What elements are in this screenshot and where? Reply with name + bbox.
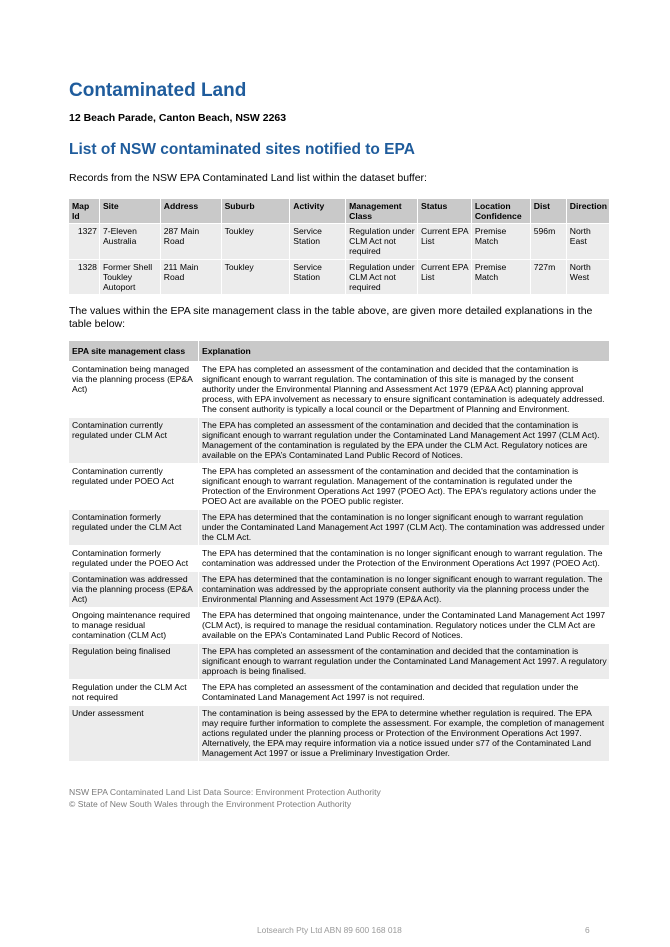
data-source-note bbox=[69, 786, 381, 810]
table-row bbox=[69, 706, 609, 761]
cell-management-class: Regulation under CLM Act not required bbox=[346, 224, 417, 259]
cell-class: Contamination formerly regulated under the POEO Act bbox=[69, 546, 198, 571]
section-title: List of NSW contaminated sites notified to EPA bbox=[69, 141, 415, 158]
page-number: 6 bbox=[585, 925, 590, 935]
cell-explanation: The EPA has completed an assessment of the contamination and decided that the contamination is significant enough to warrant regulation under the Contaminated Land Management Act 1997 (CLM Act). Management of the contamination is regulated by the EPA under the CLM Act. Regulatory notices are available on the EPA’s Contaminated Land Public Record of Notices. bbox=[199, 418, 609, 463]
col-direction: Direction bbox=[567, 199, 609, 223]
cell-activity: Service Station bbox=[290, 260, 345, 294]
table-row bbox=[69, 418, 609, 463]
cell-class: Under assessment bbox=[69, 706, 198, 761]
cell-management-class: Regulation under CLM Act not required bbox=[346, 260, 417, 294]
cell-dist: 727m bbox=[531, 260, 566, 294]
section-intro: Records from the NSW EPA Contaminated Land list within the dataset buffer: bbox=[69, 172, 427, 184]
cell-dist: 596m bbox=[531, 224, 566, 259]
cell-explanation: The EPA has determined that ongoing maintenance, under the Contaminated Land Management Act 1997 (CLM Act), is required to manage the residual contamination. Regulatory notices under the CLM Act are available on the EPA’s Contaminated Land Public Record of Notices. bbox=[199, 608, 609, 643]
site-address: 12 Beach Parade, Canton Beach, NSW 2263 bbox=[69, 112, 287, 124]
table-row bbox=[69, 510, 609, 545]
cell-class: Ongoing maintenance required to manage residual contamination (CLM Act) bbox=[69, 608, 198, 643]
cell-class: Regulation being finalised bbox=[69, 644, 198, 679]
table-header-row bbox=[69, 199, 609, 223]
cell-explanation: The EPA has completed an assessment of the contamination and decided that the contamination is significant enough to warrant regulation under the Contaminated Land Management Act 1997. A regulatory approach is being finalised. bbox=[199, 644, 609, 679]
cell-location-confidence: Premise Match bbox=[472, 224, 530, 259]
cell-suburb: Toukley bbox=[222, 224, 290, 259]
footer-company: Lotsearch Pty Ltd ABN 89 600 168 018 bbox=[257, 925, 402, 935]
cell-explanation: The EPA has determined that the contamination is no longer significant enough to warrant regulation. The contamination was addressed under the Protection of the Environment Operations Act 1997 (POEO Act). bbox=[199, 546, 609, 571]
table-row bbox=[69, 224, 609, 259]
cell-class: Contamination formerly regulated under the CLM Act bbox=[69, 510, 198, 545]
table-row bbox=[69, 260, 609, 294]
copyright-line: © State of New South Wales through the Environment Protection Authority bbox=[69, 799, 352, 809]
table-row bbox=[69, 362, 609, 417]
cell-direction: North East bbox=[567, 224, 609, 259]
col-explanation: Explanation bbox=[199, 341, 609, 361]
table-row bbox=[69, 608, 609, 643]
cell-status: Current EPA List bbox=[418, 224, 471, 259]
table-row bbox=[69, 546, 609, 571]
cell-status: Current EPA List bbox=[418, 260, 471, 294]
col-map-id: Map Id bbox=[69, 199, 99, 223]
source-line: NSW EPA Contaminated Land List Data Source: Environment Protection Authority bbox=[69, 787, 381, 797]
col-activity: Activity bbox=[290, 199, 345, 223]
table-row bbox=[69, 644, 609, 679]
col-address: Address bbox=[161, 199, 221, 223]
cell-explanation: The EPA has completed an assessment of the contamination and decided that regulation under the Contaminated Land Management Act 1997 is not required. bbox=[199, 680, 609, 705]
col-suburb: Suburb bbox=[222, 199, 290, 223]
col-dist: Dist bbox=[531, 199, 566, 223]
cell-class: Contamination currently regulated under POEO Act bbox=[69, 464, 198, 509]
cell-map-id: 1327 bbox=[69, 224, 99, 259]
cell-suburb: Toukley bbox=[222, 260, 290, 294]
cell-site: Former Shell Toukley Autoport bbox=[100, 260, 160, 294]
cell-address: 211 Main Road bbox=[161, 260, 221, 294]
col-site: Site bbox=[100, 199, 160, 223]
table-header-row bbox=[69, 341, 609, 361]
management-class-table bbox=[68, 340, 610, 762]
cell-class: Contamination was addressed via the planning process (EP&A Act) bbox=[69, 572, 198, 607]
cell-map-id: 1328 bbox=[69, 260, 99, 294]
cell-explanation: The EPA has completed an assessment of the contamination and decided that the contamination is significant enough to warrant regulation. The contamination of this site is managed by the consent authority under the Environmental Planning and Assessment Act 1979 (EP&A Act) planning approval process, with EPA involvement as necessary to ensure significant contamination is adequately addressed. The consent authority is typically a local council or the Department of Planning and Environment. bbox=[199, 362, 609, 417]
col-status: Status bbox=[418, 199, 471, 223]
contaminated-sites-table bbox=[68, 198, 610, 295]
cell-explanation: The EPA has completed an assessment of the contamination and decided that the contamination is significant enough to warrant regulation. Management of the contamination is regulated under the Protection of the Environment Operations Act 1997 (POEO Act). The EPA's regulatory actions under the POEO Act are available on the POEO public register. bbox=[199, 464, 609, 509]
cell-explanation: The EPA has determined that the contamination is no longer significant enough to warrant regulation. The contamination was addressed by the appropriate consent authority via the planning process under the Environmental Planning and Assessment Act 1979 (EP&A Act). bbox=[199, 572, 609, 607]
cell-location-confidence: Premise Match bbox=[472, 260, 530, 294]
cell-class: Contamination currently regulated under CLM Act bbox=[69, 418, 198, 463]
cell-activity: Service Station bbox=[290, 224, 345, 259]
table-row bbox=[69, 680, 609, 705]
cell-class: Contamination being managed via the planning process (EP&A Act) bbox=[69, 362, 198, 417]
cell-site: 7-Eleven Australia bbox=[100, 224, 160, 259]
explanation-intro: The values within the EPA site management class in the table above, are given more detailed explanations in the table below: bbox=[69, 305, 593, 330]
cell-explanation: The contamination is being assessed by the EPA to determine whether regulation is required. The EPA may require further information to complete the assessment. For example, the completion of management actions regulated under the planning process or Protection of the Environment Operations Act 1997. Alternatively, the EPA may require information via a notice issued under s77 of the Contaminated Land Management Act 1997 or issue a Preliminary Investigation Order. bbox=[199, 706, 609, 761]
table-row bbox=[69, 464, 609, 509]
cell-address: 287 Main Road bbox=[161, 224, 221, 259]
col-management-class: Management Class bbox=[346, 199, 417, 223]
col-management-class: EPA site management class bbox=[69, 341, 198, 361]
table-row bbox=[69, 572, 609, 607]
col-location-confidence: Location Confidence bbox=[472, 199, 530, 223]
cell-direction: North West bbox=[567, 260, 609, 294]
cell-class: Regulation under the CLM Act not required bbox=[69, 680, 198, 705]
page-title: Contaminated Land bbox=[69, 80, 247, 101]
cell-explanation: The EPA has determined that the contamination is no longer significant enough to warrant regulation under the Contaminated Land Management Act 1997 (CLM Act). The contamination was addressed under the CLM Act. bbox=[199, 510, 609, 545]
